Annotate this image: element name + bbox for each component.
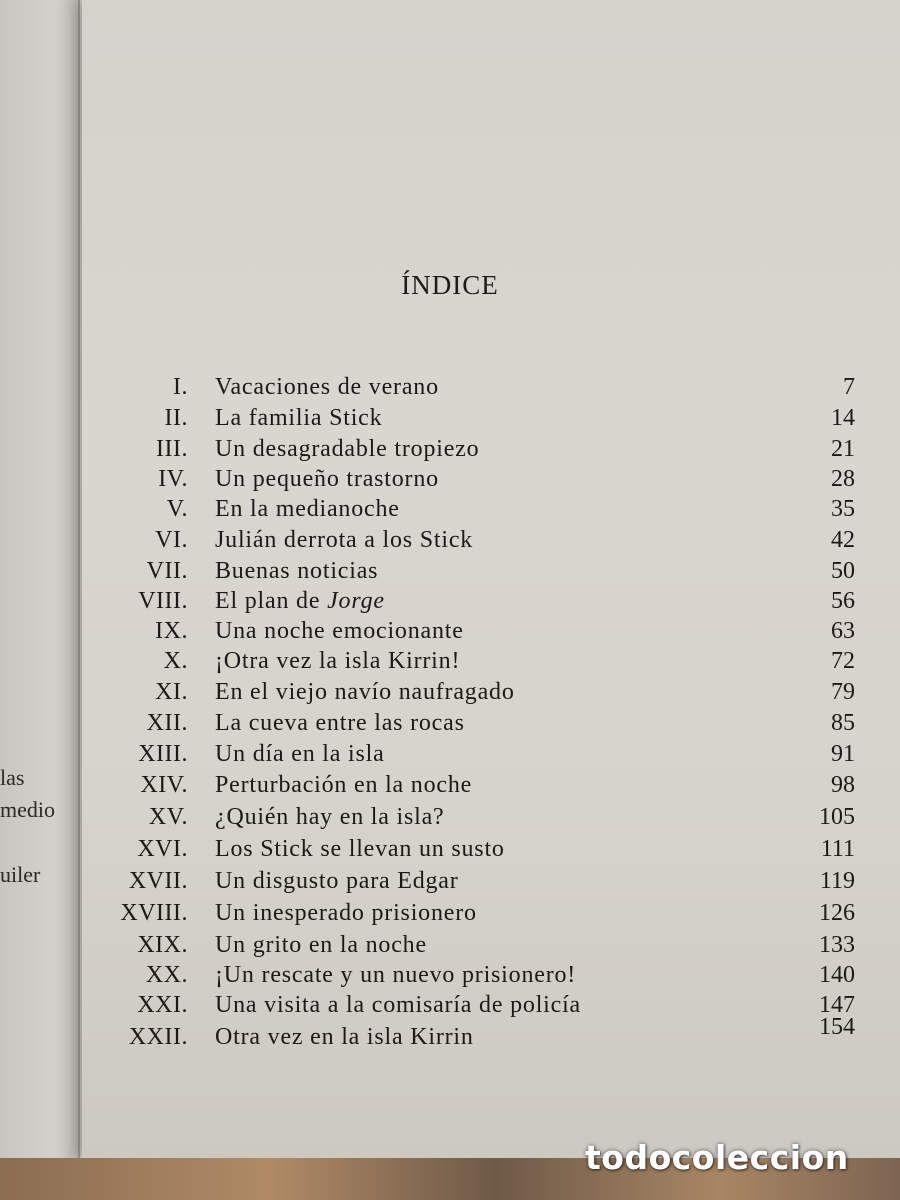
chapter-numeral: III. xyxy=(156,436,188,462)
toc-entry xyxy=(0,836,900,867)
toc-entry xyxy=(0,679,900,710)
chapter-numeral: V. xyxy=(166,496,188,522)
chapter-title: ¿Quién hay en la isla? xyxy=(215,804,445,830)
page-number: 50 xyxy=(831,558,855,584)
chapter-title xyxy=(215,588,385,615)
chapter-numeral: X. xyxy=(163,648,188,674)
chapter-numeral: XVII. xyxy=(128,868,188,894)
page-number: 119 xyxy=(819,868,855,894)
chapter-title-text: El plan de xyxy=(215,588,328,614)
chapter-title: Una noche emocionante xyxy=(215,618,464,644)
page-number: 126 xyxy=(819,900,855,926)
page-number: 21 xyxy=(831,436,855,462)
page-number: 79 xyxy=(831,679,855,705)
page-number: 7 xyxy=(843,374,855,400)
toc-entry xyxy=(0,772,900,803)
chapter-numeral: VII. xyxy=(146,558,188,584)
chapter-title: Un grito en la noche xyxy=(215,932,427,958)
chapter-numeral: XX. xyxy=(145,962,188,988)
chapter-title: Un pequeño trastorno xyxy=(215,466,439,492)
chapter-numeral: XVIII. xyxy=(120,900,188,926)
chapter-numeral: XI. xyxy=(155,679,188,705)
chapter-numeral: XXI. xyxy=(137,992,188,1018)
chapter-numeral: II. xyxy=(164,405,188,431)
chapter-numeral: XVI. xyxy=(137,836,188,862)
chapter-title: Un disgusto para Edgar xyxy=(215,868,459,894)
chapter-numeral: XIII. xyxy=(138,741,188,767)
page-number: 72 xyxy=(831,648,855,674)
toc-entry xyxy=(0,618,900,649)
page-title: ÍNDICE xyxy=(401,270,499,300)
chapter-title: Otra vez en la isla Kirrin xyxy=(215,1024,474,1050)
page-number: 35 xyxy=(831,496,855,522)
toc-entry xyxy=(0,1014,900,1055)
toc-entry xyxy=(0,588,900,619)
toc-entry xyxy=(0,558,900,589)
chapter-title: La familia Stick xyxy=(215,405,383,431)
page-number: 111 xyxy=(820,836,855,862)
page-number: 85 xyxy=(831,710,855,736)
chapter-title: Un inesperado prisionero xyxy=(215,900,477,926)
chapter-numeral: XIX. xyxy=(137,932,188,958)
page-number: 98 xyxy=(831,772,855,798)
toc-entry xyxy=(0,374,900,405)
chapter-numeral: XXII. xyxy=(128,1024,188,1050)
chapter-title: La cueva entre las rocas xyxy=(215,710,465,736)
page-number: 42 xyxy=(831,527,855,553)
chapter-title: En la medianoche xyxy=(215,496,400,522)
toc-entry xyxy=(0,962,900,993)
chapter-numeral: XV. xyxy=(148,804,188,830)
page-number: 154 xyxy=(819,1014,855,1040)
page-number: 14 xyxy=(831,405,855,431)
toc-entry xyxy=(0,900,900,931)
left-page-fragment: uiler xyxy=(0,862,41,887)
toc-entry xyxy=(0,466,900,497)
chapter-title: Una visita a la comisaría de policía xyxy=(215,992,582,1018)
chapter-title: Un desagradable tropiezo xyxy=(215,436,480,462)
chapter-title: ¡Otra vez la isla Kirrin! xyxy=(215,648,461,674)
left-page-fragment: medio xyxy=(0,797,55,822)
page-number: 133 xyxy=(819,932,855,958)
toc-entry xyxy=(0,741,900,772)
chapter-title: Julián derrota a los Stick xyxy=(215,527,474,553)
chapter-title-emphasis: Jorge xyxy=(327,588,385,614)
toc-entry xyxy=(0,868,900,899)
toc-entry xyxy=(0,496,900,527)
page-number: 91 xyxy=(831,741,855,767)
chapter-title: Los Stick se llevan un susto xyxy=(215,836,505,862)
chapter-title: En el viejo navío naufragado xyxy=(215,679,515,705)
toc-entry xyxy=(0,648,900,679)
chapter-title: ¡Un rescate y un nuevo prisionero! xyxy=(215,962,577,988)
page-number: 28 xyxy=(831,466,855,492)
toc-entry xyxy=(0,405,900,436)
toc-entry xyxy=(0,804,900,835)
chapter-title: Un día en la isla xyxy=(215,741,385,767)
chapter-numeral: VI. xyxy=(155,527,188,553)
toc-entry xyxy=(0,710,900,741)
page-number: 105 xyxy=(819,804,855,830)
toc-entry xyxy=(0,992,900,1023)
chapter-numeral: I. xyxy=(173,374,188,400)
page-number: 63 xyxy=(831,618,855,644)
toc-entry xyxy=(0,436,900,467)
chapter-title: Perturbación en la noche xyxy=(215,772,473,798)
left-page-fragment: las xyxy=(0,765,25,790)
watermark-logo: todocoleccion xyxy=(585,1138,849,1177)
page-number: 147 xyxy=(819,992,855,1018)
chapter-numeral: XII. xyxy=(146,710,188,736)
page-number: 140 xyxy=(819,962,855,988)
chapter-numeral: IV. xyxy=(158,466,188,492)
toc-entry xyxy=(0,932,900,963)
page-number: 56 xyxy=(831,588,855,614)
chapter-title: Buenas noticias xyxy=(215,558,379,584)
toc-entry xyxy=(0,527,900,558)
chapter-numeral: VIII. xyxy=(138,588,188,614)
chapter-title: Vacaciones de verano xyxy=(215,374,439,400)
chapter-numeral: IX. xyxy=(155,618,188,644)
chapter-numeral: XIV. xyxy=(140,772,188,798)
